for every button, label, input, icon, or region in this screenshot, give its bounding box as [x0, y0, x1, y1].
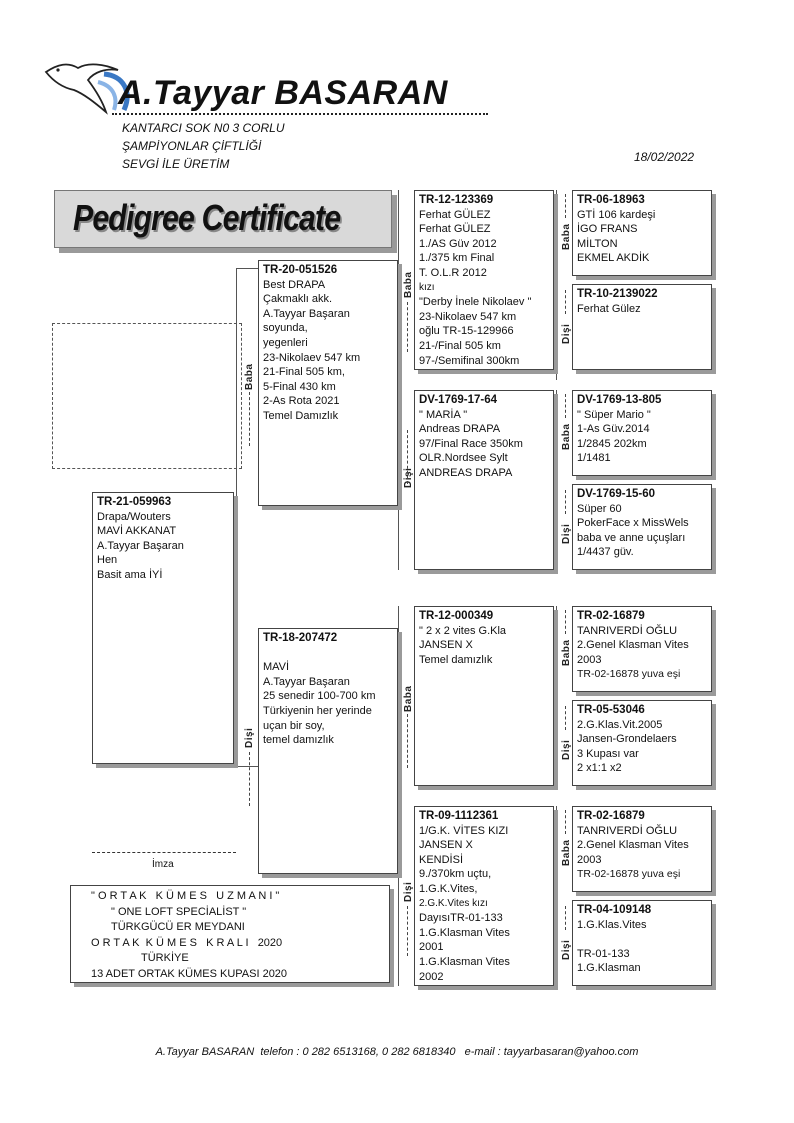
- gen3-line: 1.G.K.Vites,: [419, 882, 478, 895]
- gen4-line: " Süper Mario ": [577, 408, 651, 421]
- gen4-side-dash: [565, 906, 566, 930]
- gen4-side-dash: [565, 194, 566, 218]
- gen4-side-dash: [565, 610, 566, 634]
- gen4-side-label: Dişi: [561, 323, 572, 344]
- sire-card: [258, 260, 398, 506]
- sire-line: 21-Final 505 km,: [263, 366, 345, 379]
- gen3-ring: TR-12-123369: [419, 194, 494, 206]
- gen4-line: 1.G.Klasman: [577, 962, 641, 975]
- subject-ring: TR-21-059963: [97, 496, 172, 508]
- gen3-line: " 2 x 2 vites G.Kla: [419, 624, 507, 637]
- gen4-line: 2.Genel Klasman Vites: [577, 839, 689, 852]
- gen4-line: 2 x1:1 x2: [577, 762, 622, 775]
- specialist-line: " ONE LOFT SPECİALİST ": [111, 905, 247, 918]
- brand-title: A.Tayyar BASARAN: [118, 74, 448, 112]
- gen4-ring: TR-04-109148: [577, 904, 652, 916]
- gen4-side-label: Baba: [561, 223, 572, 250]
- gen4-side-dash: [565, 290, 566, 314]
- gen3-line: 1.G.Klasman Vites: [419, 926, 510, 939]
- gen3-line: OLR.Nordsee Sylt: [419, 452, 508, 465]
- gen4-line: 3 Kupası var: [577, 747, 639, 760]
- gen4-side-label: Baba: [561, 423, 572, 450]
- gen3-line: 1.G.Klasman Vites: [419, 955, 510, 968]
- subject-line: A.Tayyar Başaran: [97, 539, 184, 552]
- gen4-line: 2.Genel Klasman Vites: [577, 639, 689, 652]
- gen3-line: 97-/Semifinal 300km: [419, 354, 520, 367]
- gen4-line: 1/2845 202km: [577, 437, 647, 450]
- gen3-line: JANSEN X: [419, 839, 473, 852]
- gen4-line: 1/1481: [577, 452, 611, 465]
- gen4-line: EKMEL AKDİK: [577, 252, 650, 265]
- gen4-ring: DV-1769-13-805: [577, 394, 662, 406]
- gen4-line: MİLTON: [577, 237, 618, 250]
- gen4-line: İGO FRANS: [577, 223, 638, 236]
- sire-line: 2-As Rota 2021: [263, 395, 340, 408]
- certificate-date: 18/02/2022: [634, 150, 695, 164]
- gen3-ring: TR-09-1112361: [419, 810, 499, 822]
- gen4-line: TANRIVERDİ OĞLU: [577, 824, 678, 837]
- specialist-line: O R T A K K Ü M E S K R A L I 2020: [91, 936, 283, 949]
- dam-side-dash: [249, 752, 250, 806]
- gen4-ring: DV-1769-15-60: [577, 488, 655, 500]
- gen4-line: 1-As Güv.2014: [577, 423, 650, 436]
- dam-line: MAVİ: [263, 661, 290, 674]
- gen3-line: 2002: [419, 970, 444, 983]
- dam-line: temel damızlık: [263, 734, 334, 747]
- gen3-line: 2.G.K.Vites kızı: [419, 897, 488, 909]
- gen3-line: 23-Nikolaev 547 km: [419, 310, 517, 323]
- gen3-line: oğlu TR-15-129966: [419, 325, 514, 338]
- subject-line: MAVİ AKKANAT: [97, 525, 177, 538]
- gen3-line: T. O.L.R 2012: [419, 266, 487, 279]
- dam-ring: TR-18-207472: [263, 632, 338, 644]
- gen3-side-dash: [407, 302, 408, 352]
- sire-line: Çakmaklı akk.: [263, 293, 333, 306]
- gen3-card-4: [414, 806, 554, 986]
- gen3-line: Ferhat GÜLEZ: [419, 223, 491, 236]
- gen3-line: 21-/Final 505 km: [419, 339, 501, 352]
- gen4-ring: TR-06-18963: [577, 194, 645, 206]
- sire-line: yegenleri: [263, 336, 308, 349]
- gen4-side-label: Dişi: [561, 739, 572, 760]
- gen4-line: 2.G.Klas.Vit.2005: [577, 718, 663, 731]
- connector: [236, 766, 258, 767]
- gen4-side-dash: [565, 706, 566, 730]
- gen4-line: [577, 932, 707, 947]
- gen3-line: kızı: [419, 281, 435, 293]
- gen4-line: Ferhat Gülez: [577, 302, 641, 315]
- gen3-side-label: Baba: [403, 271, 414, 298]
- gen3-side-dash: [407, 430, 408, 484]
- subject-line: Basit ama İYİ: [97, 568, 163, 581]
- gen4-line: TR-02-16878 yuva eşi: [577, 868, 681, 881]
- dam-side-label: Dişi: [244, 727, 255, 748]
- gen3-line: "Derby İnele Nikolaev ": [419, 296, 532, 309]
- connector: [236, 268, 237, 766]
- gen4-side-label: Baba: [561, 839, 572, 866]
- gen3-card-1: [414, 190, 554, 370]
- gen4-line: Süper 60: [577, 502, 622, 515]
- sire-line: A.Tayyar Başaran: [263, 307, 350, 320]
- dam-line: [263, 646, 393, 661]
- gen4-line: 2003: [577, 653, 602, 666]
- gen3-line: Andreas DRAPA: [419, 423, 501, 436]
- gen4-line: baba ve anne uçuşları: [577, 531, 686, 544]
- specialist-line: TÜRKİYE: [141, 952, 189, 964]
- gen4-line: 2003: [577, 853, 602, 866]
- connector: [556, 606, 557, 786]
- gen4-side-label: Dişi: [561, 939, 572, 960]
- footer-contact: A.Tayyar BASARAN telefon : 0 282 6513168, 0 282 6818340 e-mail : tayyarbasaran@yahoo.com: [155, 1046, 639, 1058]
- gen4-ring: TR-05-53046: [577, 704, 645, 716]
- gen4-line: 1/4437 güv.: [577, 546, 634, 559]
- gen4-card-1: [572, 190, 712, 276]
- gen4-side-dash: [565, 810, 566, 834]
- dam-line: uçan bir soy,: [263, 719, 325, 732]
- gen3-line: Temel damızlık: [419, 653, 493, 666]
- gen3-side-dash: [407, 714, 408, 768]
- specialist-line: " O R T A K K Ü M E S U Z M A N I ": [91, 890, 280, 902]
- connector: [398, 606, 399, 986]
- gen4-line: GTİ 106 kardeşi: [577, 208, 656, 221]
- gen3-line: 1./AS Güv 2012: [419, 237, 497, 250]
- gen3-line: 2001: [419, 941, 444, 954]
- gen3-line: DayısıTR-01-133: [419, 912, 503, 925]
- sire-side-dash: [249, 392, 250, 446]
- gen3-line: " MARİA ": [419, 408, 468, 421]
- gen3-line: 1/G.K. VİTES KIZI: [419, 824, 509, 837]
- banner-title: Pedigree Certificate: [73, 197, 341, 238]
- sire-line: 5-Final 430 km: [263, 380, 336, 393]
- gen3-line: KENDİSİ: [419, 853, 464, 866]
- photo-placeholder: [52, 323, 242, 469]
- gen4-ring: TR-02-16879: [577, 810, 645, 822]
- subject-line: Hen: [97, 554, 118, 567]
- gen4-line: TR-01-133: [577, 947, 630, 960]
- connector: [556, 190, 557, 380]
- gen4-line: TR-02-16878 yuva eşi: [577, 668, 681, 681]
- connector: [556, 390, 557, 570]
- gen4-card-5: [572, 606, 712, 692]
- gen3-line: 1./375 km Final: [419, 252, 495, 265]
- gen3-side-label: Dişi: [403, 467, 414, 488]
- gen4-card-3: [572, 390, 712, 476]
- address-line-3: SEVGİ İLE ÜRETİM: [122, 157, 230, 171]
- gen4-line: PokerFace x MissWels: [577, 517, 689, 530]
- sire-line: soyunda,: [263, 322, 308, 335]
- pedigree-banner: [54, 190, 392, 248]
- connector: [556, 806, 557, 986]
- sire-line: Temel Damızlık: [263, 409, 339, 422]
- gen4-line: Jansen-Grondelaers: [577, 733, 677, 746]
- signature-line: [92, 852, 236, 853]
- gen3-side-dash: [407, 906, 408, 956]
- signature-label: İmza: [152, 859, 174, 870]
- gen4-card-4: [572, 484, 712, 570]
- gen3-card-3: [414, 606, 554, 786]
- gen3-card-2: [414, 390, 554, 570]
- gen4-side-label: Baba: [561, 639, 572, 666]
- sire-side-label: Baba: [244, 363, 255, 390]
- gen4-line: TANRIVERDİ OĞLU: [577, 624, 678, 637]
- gen4-side-dash: [565, 394, 566, 418]
- dam-line: Türkiyenin her yerinde: [263, 704, 372, 717]
- subject-line: Drapa/Wouters: [97, 510, 171, 523]
- gen3-line: Ferhat GÜLEZ: [419, 208, 491, 221]
- address-line-1: KANTARCI SOK N0 3 CORLU: [122, 121, 285, 135]
- connector: [236, 268, 258, 269]
- dam-line: A.Tayyar Başaran: [263, 675, 350, 688]
- gen4-card-7: [572, 806, 712, 892]
- address-line-2: ŞAMPİYONLAR ÇİFTLİĞİ: [122, 139, 262, 153]
- sire-ring: TR-20-051526: [263, 264, 338, 276]
- gen4-card-6: [572, 700, 712, 786]
- sire-line: 23-Nikolaev 547 km: [263, 351, 361, 364]
- specialist-line: TÜRKGÜCÜ ER MEYDANI: [111, 921, 245, 933]
- connector: [398, 190, 399, 570]
- gen4-ring: TR-02-16879: [577, 610, 645, 622]
- brand-underline: [112, 113, 488, 115]
- dam-line: 25 senedir 100-700 km: [263, 690, 376, 703]
- gen4-ring: TR-10-2139022: [577, 288, 658, 300]
- subject-card: [92, 492, 234, 764]
- gen3-line: JANSEN X: [419, 639, 473, 652]
- gen3-ring: DV-1769-17-64: [419, 394, 497, 406]
- gen3-line: 9./370km uçtu,: [419, 868, 492, 881]
- gen3-side-label: Dişi: [403, 881, 414, 902]
- gen4-card-2: [572, 284, 712, 370]
- gen3-ring: TR-12-000349: [419, 610, 494, 622]
- gen3-side-label: Baba: [403, 685, 414, 712]
- gen4-side-label: Dişi: [561, 523, 572, 544]
- dam-card: [258, 628, 398, 874]
- specialist-line: 13 ADET ORTAK KÜMES KUPASI 2020: [91, 967, 288, 980]
- gen4-card-8: [572, 900, 712, 986]
- gen4-side-dash: [565, 490, 566, 514]
- gen3-line: 97/Final Race 350km: [419, 437, 523, 450]
- gen3-line: ANDREAS DRAPA: [419, 466, 513, 479]
- gen4-line: 1.G.Klas.Vites: [577, 918, 647, 931]
- specialist-box: [70, 885, 390, 983]
- sire-line: Best DRAPA: [263, 278, 326, 291]
